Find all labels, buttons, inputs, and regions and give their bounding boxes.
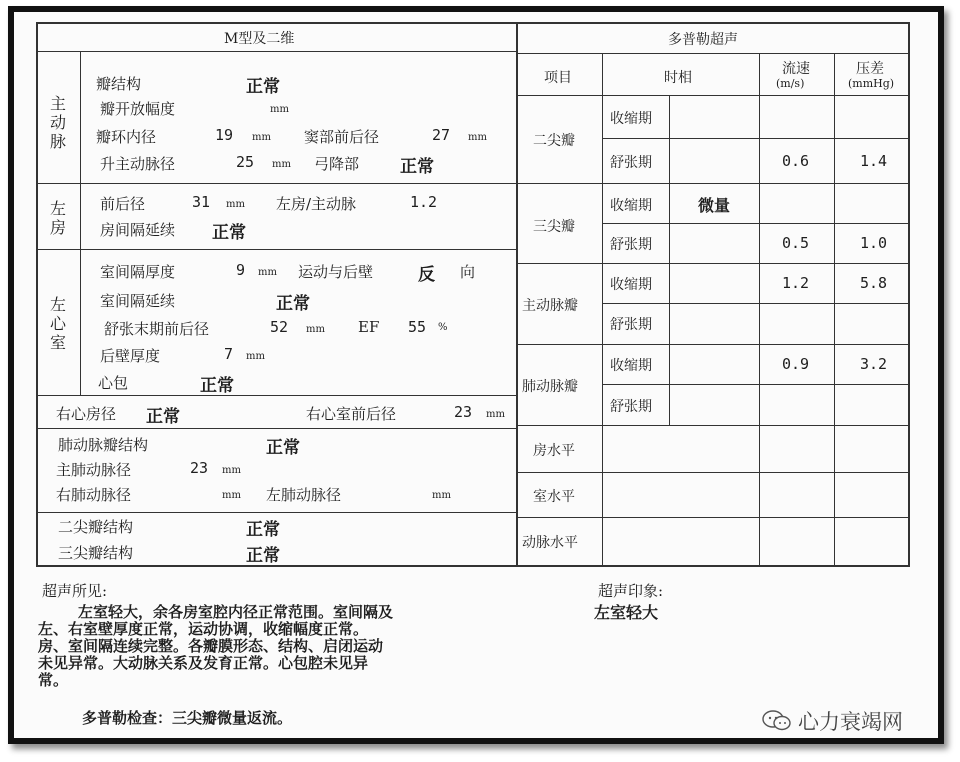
doppler-item-tricuspid: 三尖瓣 <box>533 219 575 235</box>
row-line <box>516 344 908 345</box>
arch-label: 弓降部 <box>314 155 360 173</box>
lvedd-value: 52 <box>270 318 289 336</box>
mitral-diastole-label: 舒张期 <box>610 155 652 171</box>
sinus-label: 窦部前后径 <box>304 128 380 146</box>
mitral-diastole-velocity: 0.6 <box>782 152 810 170</box>
mitral-structure-label: 二尖瓣结构 <box>58 518 134 536</box>
aortic-systole-gradient: 5.8 <box>860 274 888 292</box>
mmode-title: M型及二维 <box>224 31 295 47</box>
right-pa-unit: mm <box>222 490 241 501</box>
aortic-systole-label: 收缩期 <box>610 277 652 293</box>
sinus-value: 27 <box>432 126 451 144</box>
col-item-header: 项目 <box>544 70 572 86</box>
row-line <box>602 223 908 224</box>
findings-label: 超声所见: <box>42 582 108 600</box>
la-ap-unit: mm <box>226 199 245 210</box>
lvedd-unit: mm <box>306 324 325 335</box>
left-pa-label: 左肺动脉径 <box>266 486 342 504</box>
doppler-item-mitral: 二尖瓣 <box>533 133 575 149</box>
doppler-title: 多普勒超声 <box>668 32 738 48</box>
ef-value: 55 <box>408 318 427 336</box>
row-line <box>36 51 516 52</box>
aorta-label: 主动脉 <box>49 94 66 151</box>
ra-value: 正常 <box>146 407 180 427</box>
la-ratio-label: 左房/主动脉 <box>276 195 357 213</box>
level-atrial: 房水平 <box>533 443 575 459</box>
ivs-unit: mm <box>258 267 277 278</box>
tricuspid-diastole-gradient: 1.0 <box>860 234 888 252</box>
level-ventricular: 室水平 <box>533 489 575 505</box>
table-divider-middle <box>516 22 518 567</box>
ivs-value: 9 <box>236 261 246 279</box>
report-frame <box>8 6 944 744</box>
row-line <box>36 428 516 429</box>
findings-line-1: 左室轻大，余各房室腔内径正常范围。室间隔及 <box>78 603 394 621</box>
arch-value: 正常 <box>400 157 434 177</box>
la-ratio-value: 1.2 <box>410 193 438 211</box>
ivs-continuity-value: 正常 <box>276 294 310 314</box>
col-line <box>80 51 81 395</box>
annulus-unit: mm <box>252 132 271 143</box>
pulmonary-valve-label: 肺动脉瓣结构 <box>58 436 149 454</box>
row-line <box>36 249 516 250</box>
table-border-top <box>36 22 910 24</box>
table-border-bottom <box>36 565 910 567</box>
motion-label: 运动与后壁 <box>298 263 374 281</box>
left-ventricle-label: 左心室 <box>49 295 66 352</box>
mitral-structure-value: 正常 <box>246 520 280 540</box>
watermark-text: 心力衰竭网 <box>798 710 903 734</box>
pericardium-label: 心包 <box>98 374 129 392</box>
col-phase-header: 时相 <box>664 70 692 86</box>
tricuspid-systole-label: 收缩期 <box>610 198 652 214</box>
sinus-unit: mm <box>468 132 487 143</box>
row-line <box>602 303 908 304</box>
valve-opening-unit: mm <box>270 104 289 115</box>
annulus-value: 19 <box>215 126 234 144</box>
col-velocity-header: 流速 <box>782 61 810 77</box>
row-line <box>602 138 908 139</box>
doppler-findings-note: 多普勒检查：三尖瓣微量返流。 <box>82 709 293 727</box>
table-border-right <box>908 22 910 567</box>
col-line <box>602 53 603 565</box>
atrial-septum-label: 房间隔延续 <box>100 221 176 239</box>
findings-line-4: 未见异常。大动脉关系及发育正常。心包腔未见异 <box>38 654 369 672</box>
left-atrium-label: 左房 <box>49 199 66 237</box>
impression-label: 超声印象: <box>598 582 664 600</box>
col-line <box>759 53 760 565</box>
row-line <box>36 395 516 396</box>
pulmonary-systole-gradient: 3.2 <box>860 355 888 373</box>
col-line <box>834 53 835 565</box>
valve-structure-value: 正常 <box>246 77 280 97</box>
row-line <box>36 512 516 513</box>
pulmonary-systole-velocity: 0.9 <box>782 355 810 373</box>
tricuspid-diastole-velocity: 0.5 <box>782 234 810 252</box>
aortic-systole-velocity: 1.2 <box>782 274 810 292</box>
pulmonary-valve-value: 正常 <box>266 438 300 458</box>
la-ap-label: 前后径 <box>100 195 146 213</box>
row-line <box>602 384 908 385</box>
la-ap-value: 31 <box>192 193 211 211</box>
col-gradient-header: 压差 <box>856 61 884 77</box>
findings-line-3: 房、室间隔连续完整。各瓣膜形态、结构、启闭运动 <box>38 637 384 655</box>
atrial-septum-value: 正常 <box>212 223 246 243</box>
row-line <box>516 53 908 54</box>
row-line <box>516 183 908 184</box>
lvedd-label: 舒张末期前后径 <box>104 320 210 338</box>
row-line <box>516 425 908 426</box>
tricuspid-diastole-label: 舒张期 <box>610 237 652 253</box>
motion-suffix: 向 <box>460 263 476 281</box>
pericardium-value: 正常 <box>200 376 234 396</box>
main-pa-unit: mm <box>222 465 241 476</box>
findings-line-2: 左、右室壁厚度正常，运动协调，收缩幅度正常。 <box>38 620 369 638</box>
row-line <box>516 472 908 473</box>
left-pa-unit: mm <box>432 490 451 501</box>
col-gradient-unit: (mmHg) <box>848 77 895 90</box>
valve-structure-label: 瓣结构 <box>96 75 142 93</box>
ivs-continuity-label: 室间隔延续 <box>100 292 176 310</box>
ra-label: 右心房径 <box>56 405 117 423</box>
annulus-label: 瓣环内径 <box>96 128 157 146</box>
col-line <box>669 95 670 425</box>
mitral-diastole-gradient: 1.4 <box>860 152 888 170</box>
mitral-systole-label: 收缩期 <box>610 111 652 127</box>
level-arterial: 动脉水平 <box>522 535 578 551</box>
motion-value: 反 <box>418 265 435 285</box>
tricuspid-structure-value: 正常 <box>246 546 280 566</box>
row-line <box>516 95 908 96</box>
chat-bubble-icon <box>762 710 792 732</box>
ascending-unit: mm <box>272 159 291 170</box>
col-velocity-unit: (m/s) <box>776 77 805 90</box>
ascending-label: 升主动脉径 <box>100 155 176 173</box>
right-pa-label: 右肺动脉径 <box>56 486 132 504</box>
row-line <box>36 183 516 184</box>
valve-opening-label: 瓣开放幅度 <box>100 100 176 118</box>
rv-value: 23 <box>454 403 473 421</box>
posterior-wall-value: 7 <box>224 345 234 363</box>
table-border-left <box>36 22 38 567</box>
impression-value: 左室轻大 <box>594 603 659 622</box>
aortic-diastole-label: 舒张期 <box>610 317 652 333</box>
row-line <box>516 263 908 264</box>
posterior-wall-unit: mm <box>246 351 265 362</box>
tricuspid-structure-label: 三尖瓣结构 <box>58 544 134 562</box>
rv-label: 右心室前后径 <box>306 405 397 423</box>
doppler-item-pulmonary: 肺动脉瓣 <box>522 379 578 395</box>
ascending-value: 25 <box>236 153 255 171</box>
main-pa-label: 主肺动脉径 <box>56 461 132 479</box>
main-pa-value: 23 <box>190 459 209 477</box>
doppler-item-aortic: 主动脉瓣 <box>522 298 578 314</box>
ef-label: EF <box>358 318 380 336</box>
posterior-wall-label: 后壁厚度 <box>100 347 161 365</box>
row-line <box>516 517 908 518</box>
ivs-label: 室间隔厚度 <box>100 263 176 281</box>
pulmonary-systole-label: 收缩期 <box>610 358 652 374</box>
tricuspid-systole-note: 微量 <box>698 196 731 215</box>
findings-line-5: 常。 <box>38 671 69 689</box>
watermark <box>762 706 903 736</box>
pulmonary-diastole-label: 舒张期 <box>610 399 652 415</box>
ef-unit: % <box>438 322 448 333</box>
rv-unit: mm <box>486 409 505 420</box>
